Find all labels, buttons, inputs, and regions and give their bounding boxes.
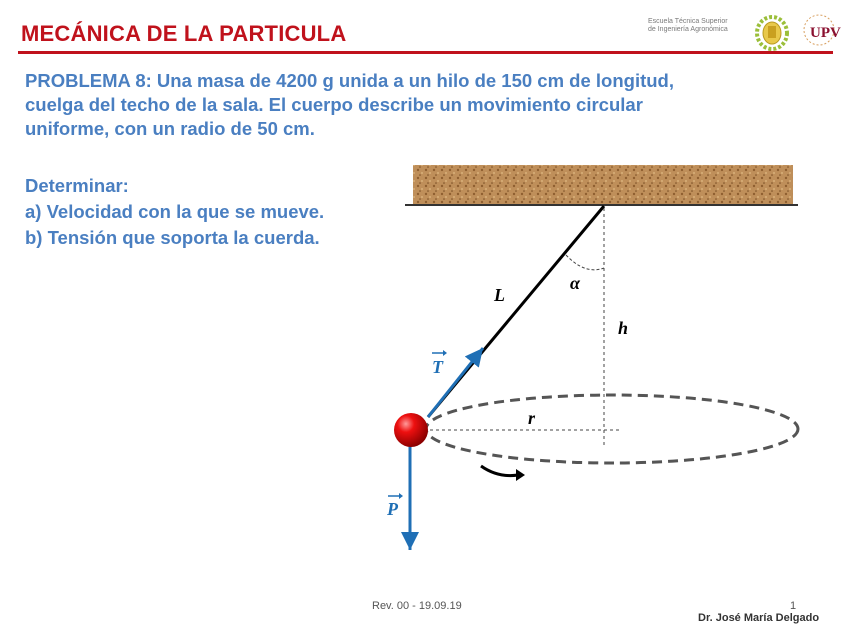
circular-path [426, 395, 798, 463]
school-name-line-1: Escuela Técnica Superior [648, 18, 728, 25]
school-name-line-2: de Ingeniería Agronómica [648, 26, 728, 33]
determine-item-b: b) Tensión que soporta la cuerda. [25, 227, 320, 248]
label-tension: T [432, 357, 443, 377]
determine-heading: Determinar: [25, 175, 129, 196]
mass-ball [394, 413, 428, 447]
rotation-arrow-icon [481, 466, 518, 476]
tension-label-arrowhead [443, 350, 447, 356]
weight-label-arrowhead [399, 493, 403, 499]
problem-line: PROBLEMA 8: Una masa de 4200 g unida a un hilo de 150 cm de longitud, [25, 70, 674, 91]
problem-line: cuelga del techo de la sala. El cuerpo describe un movimiento circular [25, 94, 643, 115]
angle-arc [566, 255, 604, 270]
page-number: 1 [790, 600, 797, 612]
label-angle: α [570, 273, 580, 293]
determine-item-a: a) Velocidad con la que se mueve. [25, 201, 325, 222]
rotation-arrow-head [516, 469, 525, 481]
revision-label: Rev. 00 - 19.09.19 [372, 600, 462, 612]
label-height: h [618, 318, 629, 338]
page-title: MECÁNICA DE LA PARTICULA [21, 21, 347, 46]
author-name: Dr. José María Delgado [698, 612, 820, 624]
ceiling-block [413, 165, 793, 204]
upv-logo-text: UPV [810, 25, 841, 41]
label-radius: r [528, 408, 536, 428]
label-weight: P [387, 499, 398, 519]
label-length: L [494, 285, 505, 305]
problem-line: uniforme, con un radio de 50 cm. [25, 118, 315, 139]
